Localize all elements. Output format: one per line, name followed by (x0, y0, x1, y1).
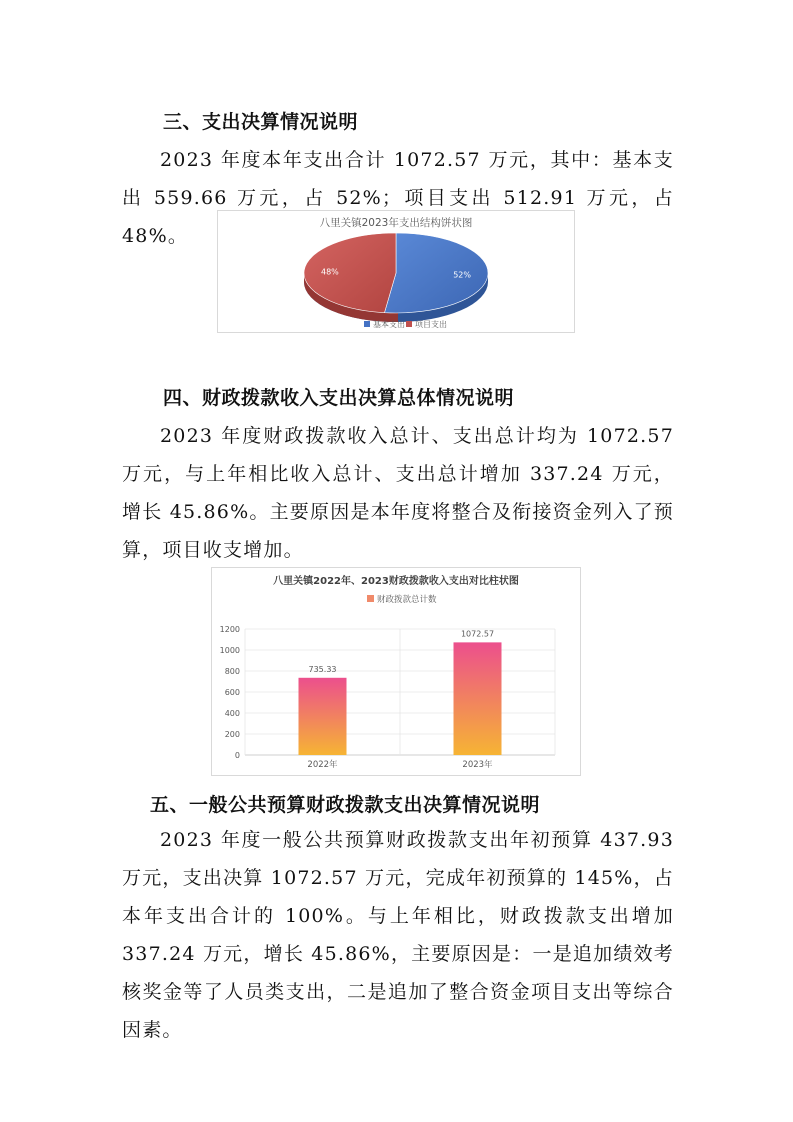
y-tick-label: 400 (224, 709, 240, 718)
legend-label-project: 项目支出 (415, 320, 447, 329)
bar-2022年 (299, 678, 347, 755)
legend-swatch-project (406, 321, 412, 327)
y-tick-label: 200 (224, 730, 240, 739)
bar-y-axis (220, 625, 240, 760)
bar-legend-label: 财政拨款总计数 (377, 595, 437, 605)
pie-plot (304, 233, 488, 322)
legend-swatch-basic (364, 321, 370, 327)
bar-gridlines (245, 629, 555, 755)
x-tick-label: 2023年 (462, 760, 493, 770)
pie-data-label: 48% (321, 267, 339, 277)
y-tick-label: 0 (234, 751, 240, 760)
bar-2023年 (454, 642, 502, 755)
y-tick-label: 1200 (219, 625, 240, 634)
pie-title: 八里关镇2023年支出结构饼状图 (319, 217, 473, 229)
bar-x-axis (307, 759, 493, 770)
section-4-paragraph: 2023 年度财政拨款收入总计、支出总计均为 1072.57 万元，与上年相比收入总计、支出总计增加 337.24 万元，增长 45.86%。主要原因是本年度将整合及衔接资金列入了预算，项目收支增加。 (122, 425, 674, 561)
bar-data-label: 1072.57 (460, 629, 495, 639)
section-5-paragraph: 2023 年度一般公共预算财政拨款支出年初预算 437.93 万元，支出决算 1072.57 万元，完成年初预算的 145%，占本年支出合计的 100%。与上年相比，财政拨款支出增加 337.24 万元，增长 45.86%，主要原因是：一是追加绩效考核奖金等了人员类支出，二是追加了整合资金项目支出等综合因素。 (122, 829, 674, 1041)
y-tick-label: 1000 (219, 646, 240, 655)
section-5-heading: 五、一般公共预算财政拨款支出决算情况说明 (150, 794, 541, 816)
section-3-paragraph: 2023 年度本年支出合计 1072.57 万元，其中：基本支出 559.66 万元，占 52%；项目支出 512.91 万元，占 48%。 (122, 149, 674, 247)
bar-chart (211, 567, 581, 776)
section-3-heading: 三、支出决算情况说明 (163, 111, 359, 133)
bar-legend-swatch (367, 595, 374, 602)
y-tick-label: 800 (224, 667, 240, 676)
x-tick-label: 2022年 (307, 760, 338, 770)
section-4-heading: 四、财政拨款收入支出决算总体情况说明 (163, 387, 515, 409)
pie-data-label: 52% (453, 270, 471, 280)
bar-title: 八里关镇2022年、2023财政拨款收入支出对比柱状图 (273, 576, 519, 587)
y-tick-label: 600 (224, 688, 240, 697)
bar-data-label: 735.33 (308, 664, 337, 674)
legend-label-basic: 基本支出 (373, 320, 405, 329)
pie-chart (217, 210, 575, 333)
